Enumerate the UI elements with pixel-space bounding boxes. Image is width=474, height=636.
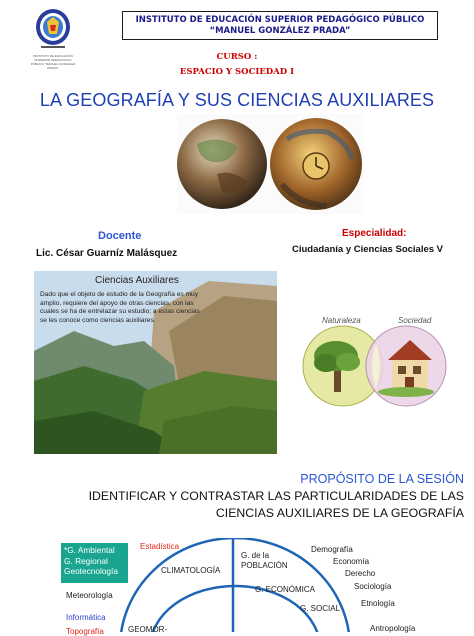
purpose-line-1: IDENTIFICAR Y CONTRASTAR LAS PARTICULARIDADES DE LAS: [88, 489, 464, 503]
purpose-statement: [24, 488, 464, 522]
institution-logo: [35, 8, 71, 52]
branch-regional: G. Regional: [64, 555, 108, 566]
label-estadistica: Estadística: [140, 542, 180, 551]
teacher-label: Docente: [98, 230, 142, 242]
nature-society-venn: [288, 308, 460, 408]
label-economia: Economía: [333, 557, 370, 566]
label-geo-social: G. SOCIAL: [300, 604, 341, 613]
label-geo-poblacion-1: G. de la: [241, 551, 270, 560]
institution-subname: “MANUEL GONZÁLEZ PRADA”: [209, 26, 351, 36]
label-etnologia: Etnología: [361, 599, 395, 608]
label-antropologia: Antropología: [370, 624, 416, 633]
label-meteorologia: Meteorología: [66, 591, 113, 600]
label-topografia: Topografía: [66, 627, 104, 636]
label-sociologia: Sociología: [354, 582, 392, 591]
venn-label-society: Sociedad: [398, 316, 432, 325]
label-geo-economica: G. ECONÓMICA: [255, 585, 316, 594]
course-label: CURSO :: [216, 52, 258, 62]
specialty-label: Especialidad:: [342, 228, 407, 239]
specialty-value: Ciudadanía y Ciencias Sociales V: [292, 244, 444, 255]
branch-geotecnologia: Geotecnología: [64, 566, 118, 576]
label-geo-poblacion-2: POBLACIÓN: [241, 561, 288, 570]
label-climatologia: CLIMATOLOGÍA: [161, 566, 221, 575]
globes-image: [177, 114, 364, 214]
label-demografia: Demografía: [311, 545, 353, 554]
label-informatica: Informática: [66, 613, 106, 622]
label-derecho: Derecho: [345, 569, 376, 578]
institution-name: INSTITUTO DE EDUCACIÓN SUPERIOR PEDAGÓGICO PÚBLICO: [135, 15, 425, 25]
page-title: LA GEOGRAFÍA Y SUS CIENCIAS AUXILIARES: [39, 90, 435, 110]
purpose-heading: PROPÓSITO DE LA SESIÓN: [300, 472, 464, 486]
purpose-line-2: CIENCIAS AUXILIARES DE LA GEOGRAFÍA: [215, 506, 464, 520]
institution-header: [122, 11, 438, 40]
venn-label-nature: Naturaleza: [322, 316, 361, 325]
branch-ambiental: *G. Ambiental: [64, 545, 115, 555]
teacher-name: Lic. César Guarníz Malásquez: [36, 248, 178, 259]
branches-box: [61, 543, 128, 583]
panel-title: Ciencias Auxiliares: [95, 275, 179, 286]
course-name: ESPACIO Y SOCIEDAD I: [179, 67, 295, 77]
panel-text: Dado que el objeto de estudio de la Geografía es muy amplio, requiere del apoyo de otras ciencias, con las cuales se ha de entrelazar su estudio; a estas ciencias se les conoce como ciencias auxiliares.: [40, 291, 200, 324]
logo-caption: INSTITUTO DE EDUCACIÓN SUPERIOR PEDAGÓGICO PÚBLICO "MANUEL GONZÁLEZ PRADA": [30, 54, 76, 70]
label-geomorfologia: GEOMOR-: [128, 625, 168, 634]
